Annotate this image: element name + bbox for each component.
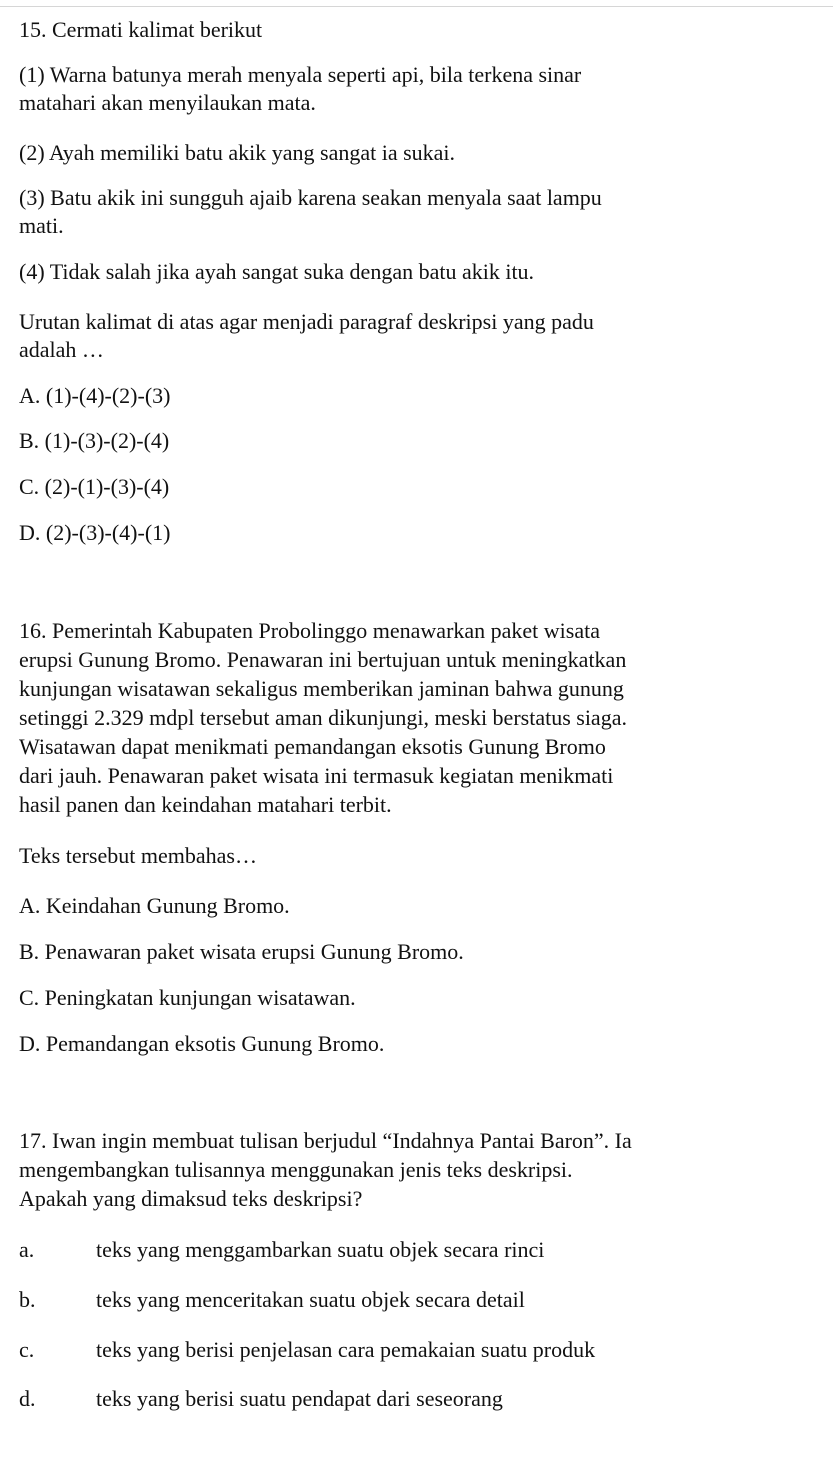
question-17-line-2: mengembangkan tulisannya menggunakan jenis teks deskripsi. [19, 1157, 573, 1182]
option-letter: b. [19, 1287, 36, 1312]
option-letter: d. [19, 1386, 36, 1411]
sentence-4: (4) Tidak salah jika ayah sangat suka dengan batu akik itu. [19, 259, 535, 284]
question-16-option-c[interactable]: C. Peningkatan kunjungan wisatawan. [19, 985, 356, 1010]
option-text: teks yang menggambarkan suatu objek secara rinci [96, 1237, 545, 1262]
option-text: teks yang menceritakan suatu objek secara detail [96, 1287, 525, 1312]
question-15-option-b[interactable]: B. (1)-(3)-(2)-(4) [19, 428, 170, 453]
option-text: teks yang berisi suatu pendapat dari seseorang [96, 1386, 503, 1411]
option-letter: a. [19, 1237, 35, 1262]
sentence-1-line-2: matahari akan menyilaukan mata. [19, 90, 316, 115]
question-15-prompt-line-1: Urutan kalimat di atas agar menjadi paragraf deskripsi yang padu [19, 309, 594, 334]
question-17-line-3: Apakah yang dimaksud teks deskripsi? [19, 1186, 363, 1211]
option-text: teks yang berisi penjelasan cara pemakaian suatu produk [96, 1337, 596, 1362]
question-15-option-c[interactable]: C. (2)-(1)-(3)-(4) [19, 474, 170, 499]
question-16-option-d[interactable]: D. Pemandangan eksotis Gunung Bromo. [19, 1031, 385, 1056]
question-16-line-4: setinggi 2.329 mdpl tersebut aman dikunjungi, meski berstatus siaga. [19, 705, 627, 730]
question-16-line-3: kunjungan wisatawan sekaligus memberikan jaminan bahwa gunung [19, 676, 624, 701]
question-15-option-a[interactable]: A. (1)-(4)-(2)-(3) [19, 383, 171, 408]
sentence-3-line-1: (3) Batu akik ini sungguh ajaib karena seakan menyala saat lampu [19, 185, 602, 210]
sentence-1-line-1: (1) Warna batunya merah menyala seperti api, bila terkena sinar [19, 62, 582, 87]
question-15-option-d[interactable]: D. (2)-(3)-(4)-(1) [19, 520, 171, 545]
question-16-line-6: dari jauh. Penawaran paket wisata ini termasuk kegiatan menikmati [19, 763, 614, 788]
question-15-heading: 15. Cermati kalimat berikut [19, 17, 263, 42]
question-16-line-5: Wisatawan dapat menikmati pemandangan eksotis Gunung Bromo [19, 734, 606, 759]
question-16-option-a[interactable]: A. Keindahan Gunung Bromo. [19, 893, 290, 918]
question-16-line-1: 16. Pemerintah Kabupaten Probolinggo menawarkan paket wisata [19, 618, 601, 643]
question-15-prompt-line-2: adalah … [19, 337, 104, 362]
sentence-2: (2) Ayah memiliki batu akik yang sangat ia sukai. [19, 140, 456, 165]
question-16-option-b[interactable]: B. Penawaran paket wisata erupsi Gunung Bromo. [19, 939, 464, 964]
question-17-line-1: 17. Iwan ingin membuat tulisan berjudul “Indahnya Pantai Baron”. Ia [19, 1128, 632, 1153]
option-letter: c. [19, 1337, 35, 1362]
top-divider [0, 6, 833, 7]
question-16-line-2: erupsi Gunung Bromo. Penawaran ini bertujuan untuk meningkatkan [19, 647, 627, 672]
question-16-prompt: Teks tersebut membahas… [19, 843, 257, 868]
question-16-line-7: hasil panen dan keindahan matahari terbit. [19, 792, 392, 817]
sentence-3-line-2: mati. [19, 213, 64, 238]
